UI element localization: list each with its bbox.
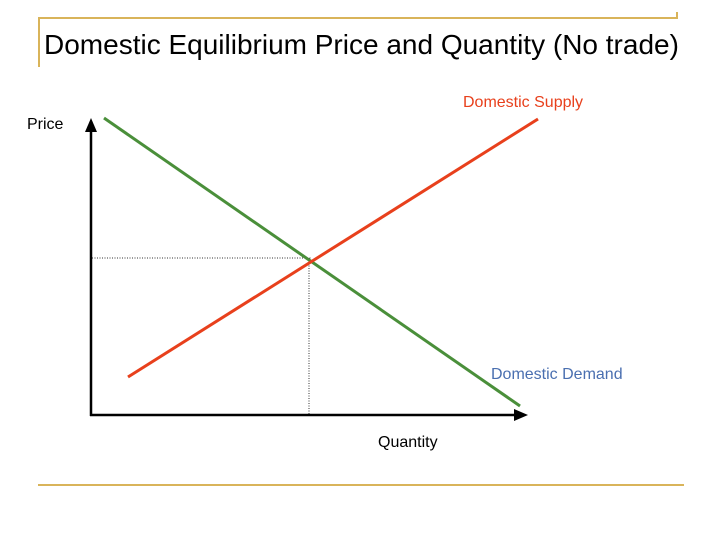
- x-axis-label: Quantity: [378, 434, 438, 451]
- slide-title: Domestic Equilibrium Price and Quantity (No trade): [44, 29, 679, 60]
- x-axis-arrow: [514, 409, 528, 421]
- demand-label: Domestic Demand: [491, 366, 623, 383]
- supply-curve: [128, 119, 538, 377]
- supply-label: Domestic Supply: [463, 94, 584, 111]
- y-axis-label: Price: [27, 116, 64, 133]
- y-axis-arrow: [85, 118, 97, 132]
